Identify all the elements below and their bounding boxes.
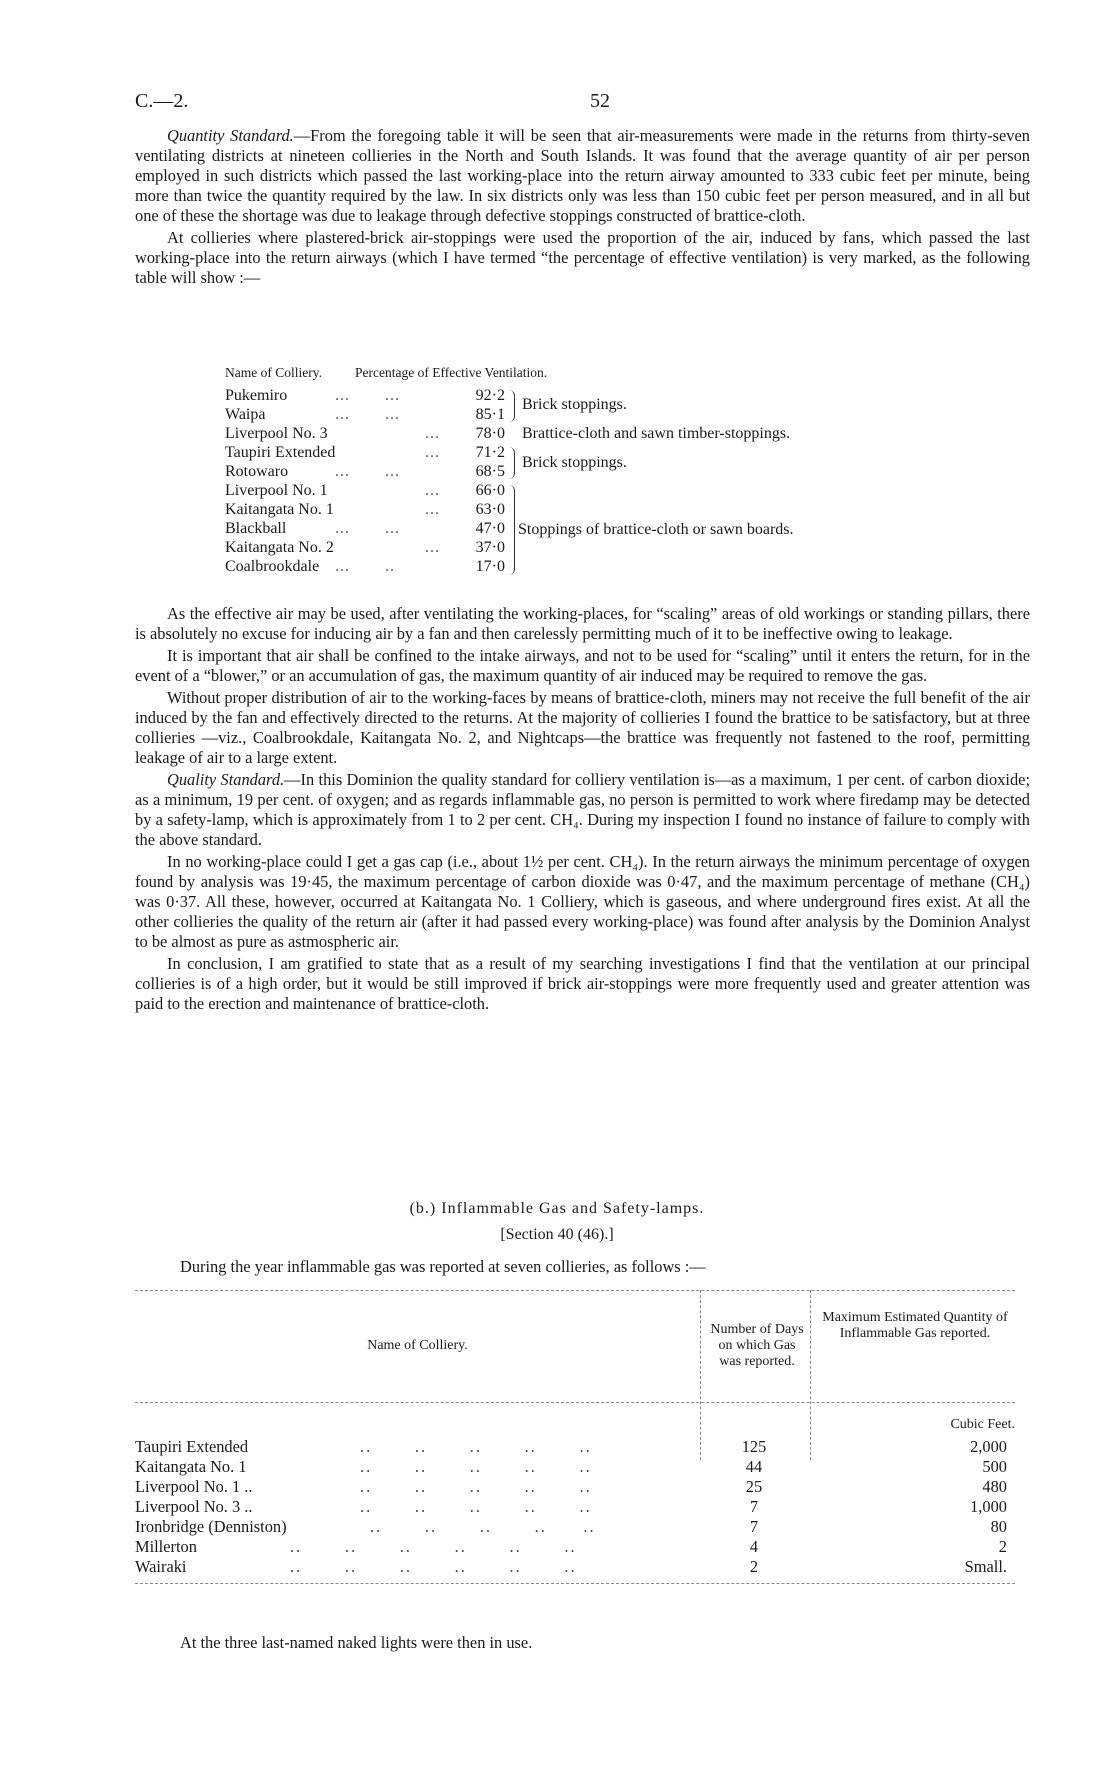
table-col-divider	[810, 1290, 811, 1460]
gas-units: Cubic Feet.	[950, 1417, 1015, 1432]
ventilation-row: Kaitangata No. 1 ... 63·0	[225, 501, 505, 518]
note-brick-stoppings-2: Brick stoppings.	[522, 454, 627, 471]
note-brattice-cloth: Brattice-cloth and sawn timber-stoppings.	[522, 425, 791, 442]
ventilation-value: 71·2	[475, 444, 505, 461]
colliery-name: Millerton	[135, 1537, 197, 1556]
table-row: Ironbridge (Denniston) .. .. .. .. .. 7 80	[135, 1517, 1007, 1536]
colliery-name: Coalbrookdale	[225, 558, 320, 575]
table-row: Taupiri Extended .. .. .. .. .. 125 2,000	[135, 1437, 1007, 1456]
days-reported: 44	[745, 1457, 763, 1476]
paragraph-effective-air	[135, 604, 1030, 644]
paragraph-text: In no working-place could I get a gas cap (i.e., about 1½ per cent. CH₄). In the return airways the minimum percentage of oxygen found by analysis was 19·45, the maximum percentage of carbon dioxide was 0·47, and the maximum percentage of methane (CH₄) was 0·37. All these, however, occurred at Kaitangata No. 1 Colliery, which is gaseous, and where underground fires exist. At all the other collieries the quality of the return air (after it had passed every working-place) was found after analysis by the Dominion Analyst to be almost as pure as astmospheric air.	[135, 852, 1030, 951]
gas-quantity: 80	[990, 1517, 1007, 1536]
colliery-name: Liverpool No. 1 ..	[135, 1477, 253, 1496]
intro-paragraphs	[135, 126, 1030, 288]
ventilation-row: Rotowaro ... ... 68·5	[225, 463, 505, 480]
ventilation-row: Blackball ... ... 47·0	[225, 520, 505, 537]
colliery-name: Waipa	[225, 406, 266, 423]
table-bottom-rule	[135, 1583, 1015, 1584]
middle-paragraphs	[135, 604, 1030, 1014]
section-subtitle: [Section 40 (46).]	[500, 1226, 614, 1243]
paragraph-quality-standard	[135, 770, 1030, 850]
ventilation-value: 92·2	[475, 387, 505, 404]
colliery-name: Rotowaro	[225, 463, 289, 480]
paragraph-plastered-brick	[135, 228, 1030, 288]
note-stoppings-boards: Stoppings of brattice-cloth or sawn boards.	[518, 521, 794, 538]
table-top-rule	[135, 1290, 1015, 1291]
page-header	[135, 90, 1035, 120]
ventilation-row: Taupiri Extended ... 71·2	[225, 444, 505, 461]
colliery-name: Wairaki	[135, 1557, 187, 1576]
colliery-name: Liverpool No. 3	[225, 425, 328, 442]
paragraph-text: —From the foregoing table it will be seen that air-measurements were made in the returns from thirty-seven ventilating districts at nineteen collieries in the North and South Islands. It was found that the average quantity of air per person employed in such districts which passed the last working-place into the return airway amounted to 333 cubic feet per minute, being more than twice the quantity required by the law. In six districts only was less than 150 cubic feet per person measured, and in all but one of these the shortage was due to leakage through defective stoppings constructed of brattice-cloth.	[135, 126, 1030, 225]
closing-note: At the three last-named naked lights were then in use.	[180, 1633, 533, 1652]
days-reported: 7	[749, 1497, 759, 1516]
table-header-rule	[135, 1402, 1015, 1403]
colliery-name: Kaitangata No. 1	[135, 1457, 247, 1476]
paragraph-text: At collieries where plastered-brick air-stoppings were used the proportion of the air, induced by fans, which passed the last working-place into the return airways (which I have termed “the percentage of effective ventilation) is very marked, as the following table will show :—	[135, 228, 1030, 287]
ventilation-row: Liverpool No. 3 ... 78·0	[225, 425, 505, 442]
paragraph-lead: Quality Standard.	[167, 770, 285, 789]
paragraph-text: In conclusion, I am gratified to state that as a result of my searching investigations I find that the ventilation at our principal collieries is of a high order, but it would be still improved if brick air-stoppings were more frequently used and greater attention was paid to the erection and maintenance of brattice-cloth.	[135, 954, 1030, 1013]
ventilation-row: Waipa ... ... 85·1	[225, 406, 505, 423]
brace-boards	[509, 485, 515, 575]
days-reported: 125	[741, 1437, 767, 1456]
days-reported: 2	[749, 1557, 759, 1576]
paragraph-distribution	[135, 688, 1030, 768]
gas-table-frame	[135, 1290, 1015, 1460]
paragraph-intake-airways	[135, 646, 1030, 686]
ventilation-value: 47·0	[475, 520, 505, 537]
table-col-divider	[700, 1290, 701, 1460]
ventilation-value: 66·0	[475, 482, 505, 499]
days-reported: 25	[745, 1477, 763, 1496]
ventilation-value: 17·0	[475, 558, 505, 575]
gas-quantity: 500	[982, 1457, 1007, 1476]
ventilation-row: Liverpool No. 1 ... 66·0	[225, 482, 505, 499]
paragraph-text: Without proper distribution of air to the working-faces by means of brattice-cloth, miners may not receive the full benefit of the air induced by the fan and effectively directed to the returns. At the majority of collieries I found the brattice to be satisfactory, but at three collieries —viz., Coalbrookdale, Kaitangata No. 2, and Nightcaps—the brattice was frequently not fastened to the roof, permitting leakage of air to a large extent.	[135, 688, 1030, 767]
document-reference: C.—2.	[135, 90, 189, 112]
paragraph-lead: Quantity Standard.	[167, 126, 294, 145]
ventilation-col-name: Name of Colliery.	[225, 365, 322, 380]
table-row: Millerton .. .. .. .. .. .. 4 2	[135, 1537, 1007, 1556]
gas-quantity: 480	[982, 1477, 1007, 1496]
colliery-name: Kaitangata No. 2	[225, 539, 334, 556]
section-intro: During the year inflammable gas was reported at seven collieries, as follows :—	[180, 1257, 706, 1276]
days-reported: 7	[749, 1517, 759, 1536]
colliery-name: Liverpool No. 1	[225, 482, 328, 499]
ventilation-row: Kaitangata No. 2 ... 37·0	[225, 539, 505, 556]
paragraph-quantity-standard	[135, 126, 1030, 226]
colliery-name: Ironbridge (Denniston)	[135, 1517, 287, 1536]
table-row: Liverpool No. 1 .. .. .. .. .. .. 25 480	[135, 1477, 1007, 1496]
gas-quantity: 2,000	[970, 1437, 1007, 1456]
ventilation-value: 37·0	[475, 539, 505, 556]
brace-brick-2	[509, 447, 515, 479]
gas-quantity: Small.	[964, 1557, 1007, 1576]
colliery-name: Taupiri Extended	[135, 1437, 249, 1456]
paragraph-text: As the effective air may be used, after ventilating the working-places, for “scaling” areas of old workings or standing pillars, there is absolutely no excuse for inducing air by a fan and then carelessly permitting much of it to be ineffective owing to leakage.	[135, 604, 1030, 643]
ventilation-value: 63·0	[475, 501, 505, 518]
days-reported: 4	[749, 1537, 759, 1556]
colliery-name: Blackball	[225, 520, 287, 537]
paragraph-conclusion	[135, 954, 1030, 1014]
paragraph-gas-cap	[135, 852, 1030, 952]
gas-col-quantity: Maximum Estimated Quantity of Inflammable Gas reported.	[822, 1310, 1008, 1341]
ventilation-col-percentage: Percentage of Effective Ventilation.	[355, 365, 548, 380]
brace-brick-1	[509, 390, 515, 422]
ventilation-row: Pukemiro ... ... 92·2	[225, 387, 505, 404]
gas-quantity: 2	[998, 1537, 1007, 1556]
table-row: Liverpool No. 3 .. .. .. .. .. .. 7 1,000	[135, 1497, 1007, 1516]
ventilation-value: 85·1	[475, 406, 505, 423]
gas-quantity: 1,000	[970, 1497, 1007, 1516]
paragraph-text: —In this Dominion the quality standard for colliery ventilation is—as a maximum, 1 per cent. of carbon dioxide; as a minimum, 19 per cent. of oxygen; and as regards inflammable gas, no person is permitted to work where firedamp may be detected by a safety-lamp, which is approximately from 1 to 2 per cent. CH₄. During my inspection I found no instance of failure to comply with the above standard.	[135, 770, 1031, 849]
table-row: Kaitangata No. 1 .. .. .. .. .. 44 500	[135, 1457, 1007, 1476]
page-number: 52	[590, 90, 610, 112]
paragraph-text: It is important that air shall be confined to the intake airways, and not to be used for “scaling” until it enters the return, for in the event of a “blower,” or an accumulation of gas, the maximum quantity of air induced may be required to remove the gas.	[135, 646, 1030, 685]
colliery-name: Pukemiro	[225, 387, 288, 404]
ventilation-value: 68·5	[475, 463, 505, 480]
ventilation-value: 78·0	[475, 425, 505, 442]
gas-col-days: Number of Days on which Gas was reported.	[710, 1322, 804, 1369]
gas-col-name: Name of Colliery.	[367, 1338, 468, 1353]
ventilation-row: Coalbrookdale ... .. 17·0	[225, 558, 505, 575]
table-row: Wairaki .. .. .. .. .. .. 2 Small.	[135, 1557, 1007, 1576]
note-brick-stoppings-1: Brick stoppings.	[522, 396, 627, 413]
colliery-name: Kaitangata No. 1	[225, 501, 334, 518]
section-title: (b.) Inflammable Gas and Safety-lamps.	[409, 1200, 705, 1217]
colliery-name: Taupiri Extended	[225, 444, 336, 461]
colliery-name: Liverpool No. 3 ..	[135, 1497, 253, 1516]
